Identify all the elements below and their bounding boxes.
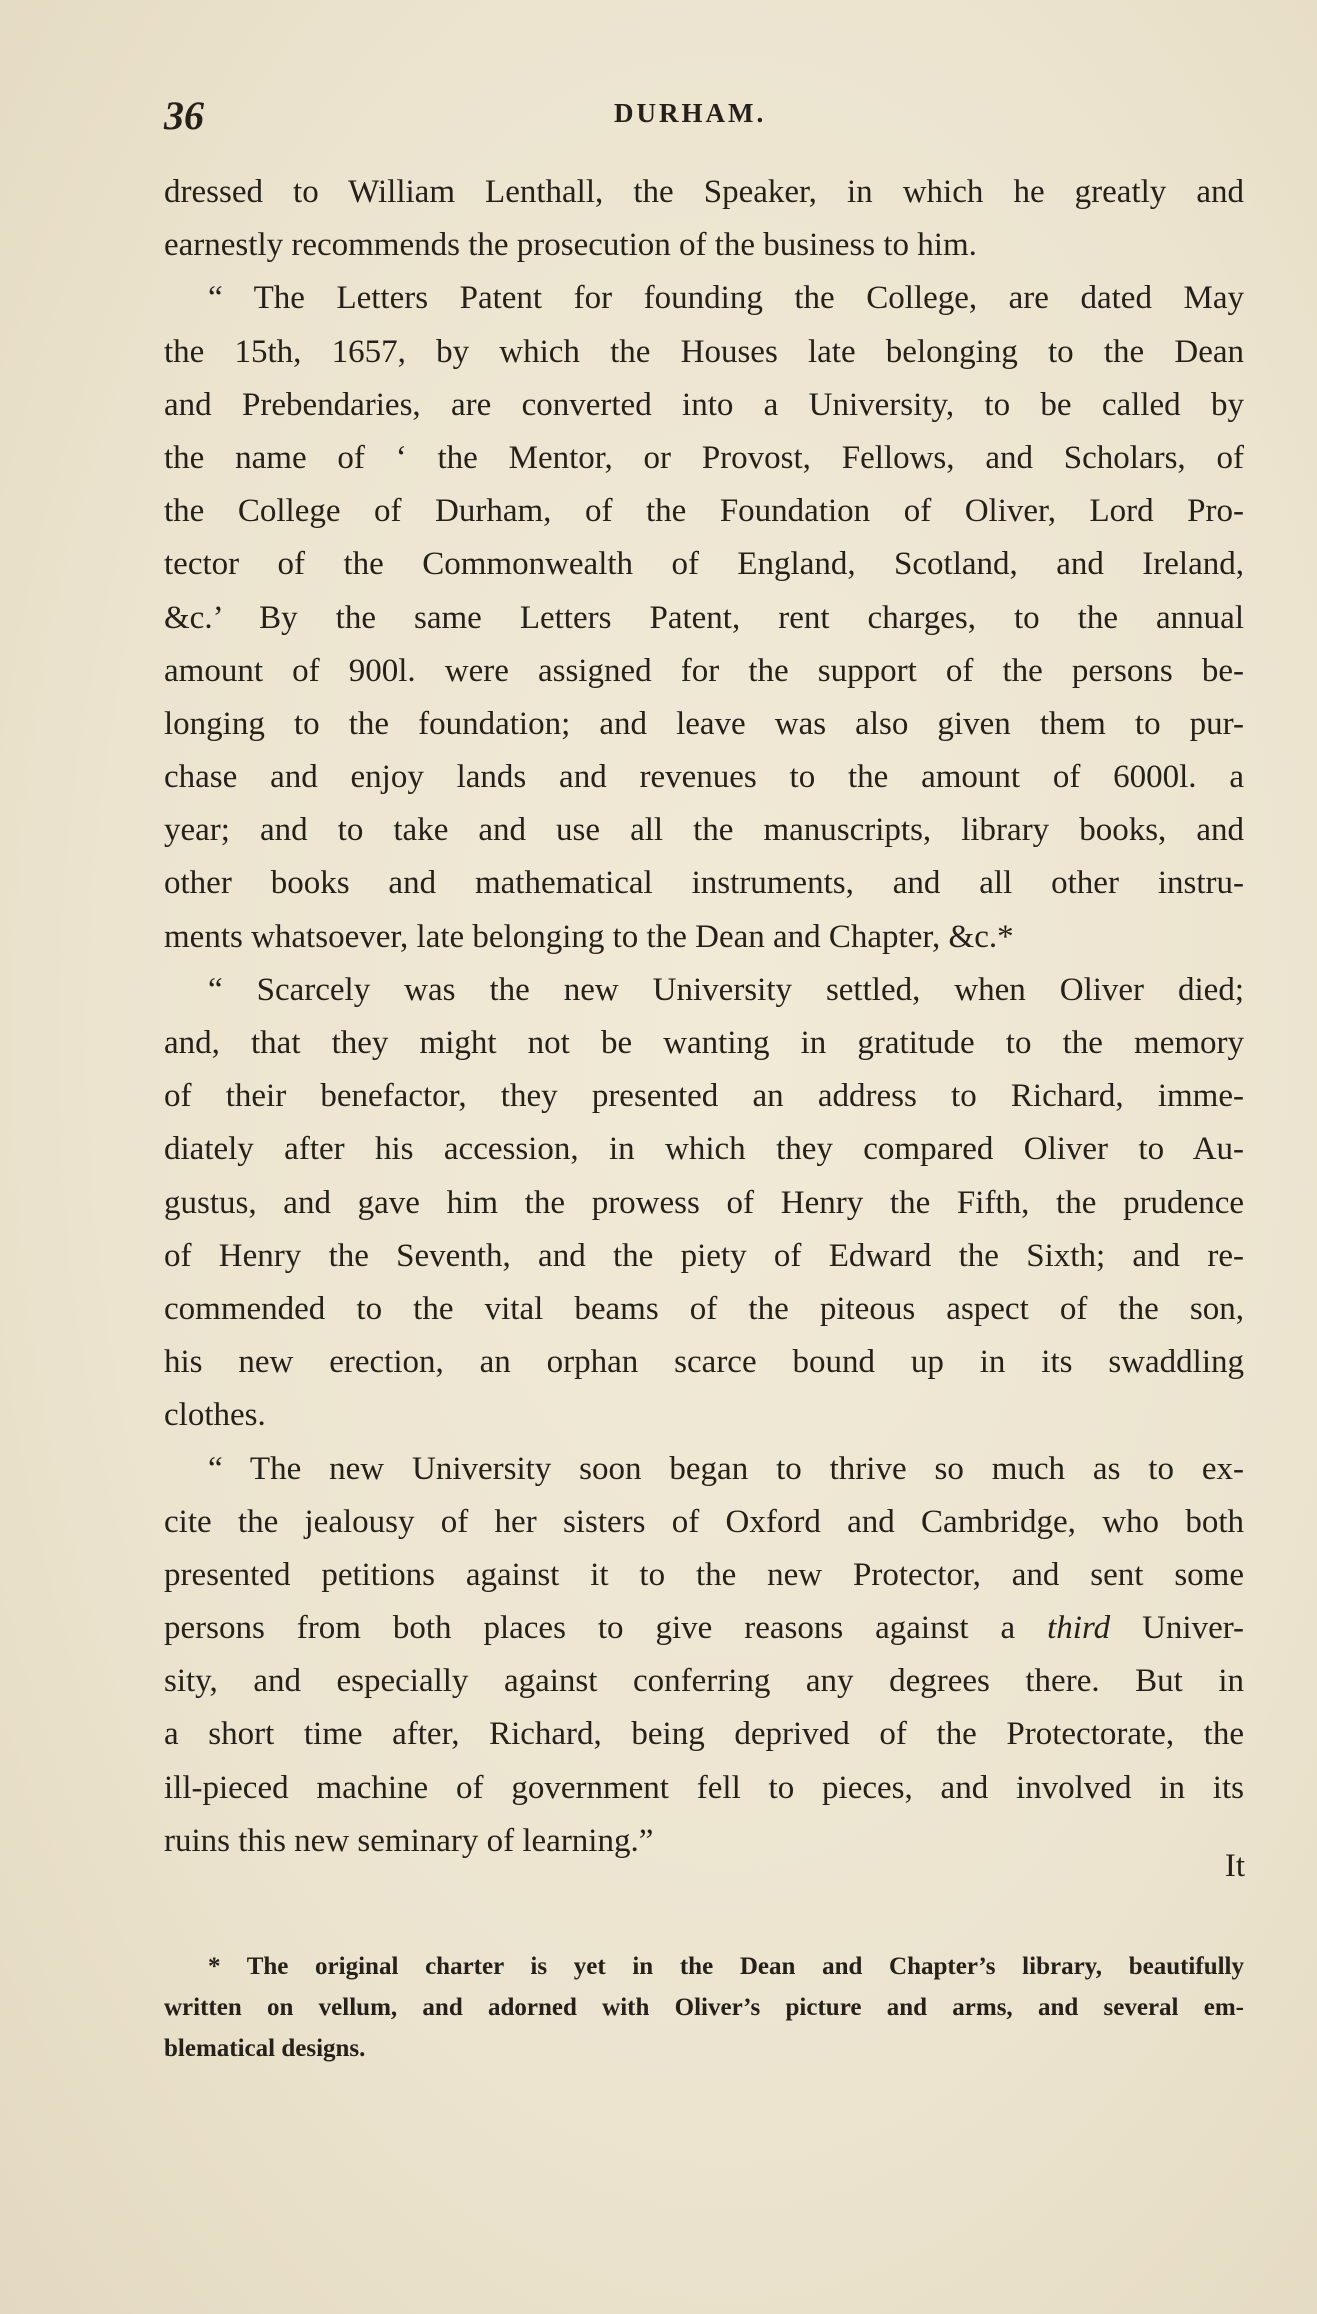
text-line	[164, 1602, 1244, 1655]
footnote	[164, 1946, 1244, 2069]
text-line: his new erection, an orphan scarce bound up in its swaddling	[164, 1344, 1244, 1381]
footnote-line: * The original charter is yet in the Dean and Chapter’s library, beautifully	[208, 1953, 1244, 1980]
text-line: the name of ‘ the Mentor, or Provost, Fellows, and Scholars, of	[164, 439, 1244, 476]
text-line: the 15th, 1657, by which the Houses late belonging to the Dean	[164, 333, 1244, 370]
running-head: DURHAM.	[614, 98, 767, 128]
text-line: other books and mathematical instruments, and all other instru-	[164, 865, 1244, 902]
text-line: and, that they might not be wanting in gratitude to the memory	[164, 1025, 1244, 1061]
text-line: dressed to William Lenthall, the Speaker, in which he greatly and	[164, 174, 1244, 210]
text-line: ruins this new seminary of learning.”	[164, 1822, 654, 1859]
text-line: “ Scarcely was the new University settled, when Oliver died;	[208, 971, 1244, 1008]
text-line: diately after his accession, in which they compared Oliver to Au-	[164, 1131, 1244, 1168]
text-line: presented petitions against it to the new Protector, and sent some	[164, 1556, 1244, 1593]
text-line: of their benefactor, they presented an address to Richard, imme-	[164, 1078, 1244, 1115]
text-line: longing to the foundation; and leave was also given them to pur-	[164, 705, 1244, 742]
text-segment: Univer-	[1142, 1610, 1245, 1647]
text-line: of Henry the Seventh, and the piety of Edward the Sixth; and re-	[164, 1237, 1244, 1274]
text-line: amount of 900l. were assigned for the support of the persons be-	[164, 652, 1244, 689]
footnote-line: written on vellum, and adorned with Oliver’s picture and arms, and several em-	[164, 1994, 1244, 2021]
page-header	[164, 92, 1254, 138]
text-line: tector of the Commonwealth of England, Scotland, and Ireland,	[164, 546, 1244, 583]
text-line: commended to the vital beams of the piteous aspect of the son,	[164, 1290, 1244, 1327]
text-line: clothes.	[164, 1397, 266, 1434]
text-line: and Prebendaries, are converted into a University, to be called by	[164, 386, 1244, 423]
catchword: It	[1224, 1848, 1245, 1884]
text-line: cite the jealousy of her sisters of Oxford and Cambridge, who both	[164, 1503, 1244, 1540]
text-line: “ The Letters Patent for founding the College, are dated May	[208, 280, 1244, 317]
body-text	[164, 166, 1244, 1868]
text-line: chase and enjoy lands and revenues to the amount of 6000l. a	[164, 759, 1244, 796]
text-line: gustus, and gave him the prowess of Henry the Fifth, the prudence	[164, 1184, 1244, 1221]
text-line: sity, and especially against conferring any degrees there. But in	[164, 1663, 1244, 1700]
text-line: ments whatsoever, late belonging to the Dean and Chapter, &c.*	[164, 918, 1014, 955]
text-line: ill-pieced machine of government fell to pieces, and involved in its	[164, 1769, 1244, 1806]
text-line: year; and to take and use all the manuscripts, library books, and	[164, 812, 1244, 849]
text-line: earnestly recommends the prosecution of the business to him.	[164, 227, 977, 264]
text-line: “ The new University soon began to thrive so much as to ex-	[208, 1450, 1244, 1487]
text-line: the College of Durham, of the Foundation of Oliver, Lord Pro-	[164, 493, 1244, 530]
footnote-line: blematical designs.	[164, 2035, 366, 2062]
text-line: a short time after, Richard, being deprived of the Protectorate, the	[164, 1716, 1244, 1753]
text-segment: persons from both places to give reasons against a	[164, 1610, 1016, 1647]
text-line: &c.’ By the same Letters Patent, rent charges, to the annual	[164, 599, 1244, 636]
italic-word: third	[1047, 1610, 1111, 1647]
page-number: 36	[164, 93, 204, 138]
